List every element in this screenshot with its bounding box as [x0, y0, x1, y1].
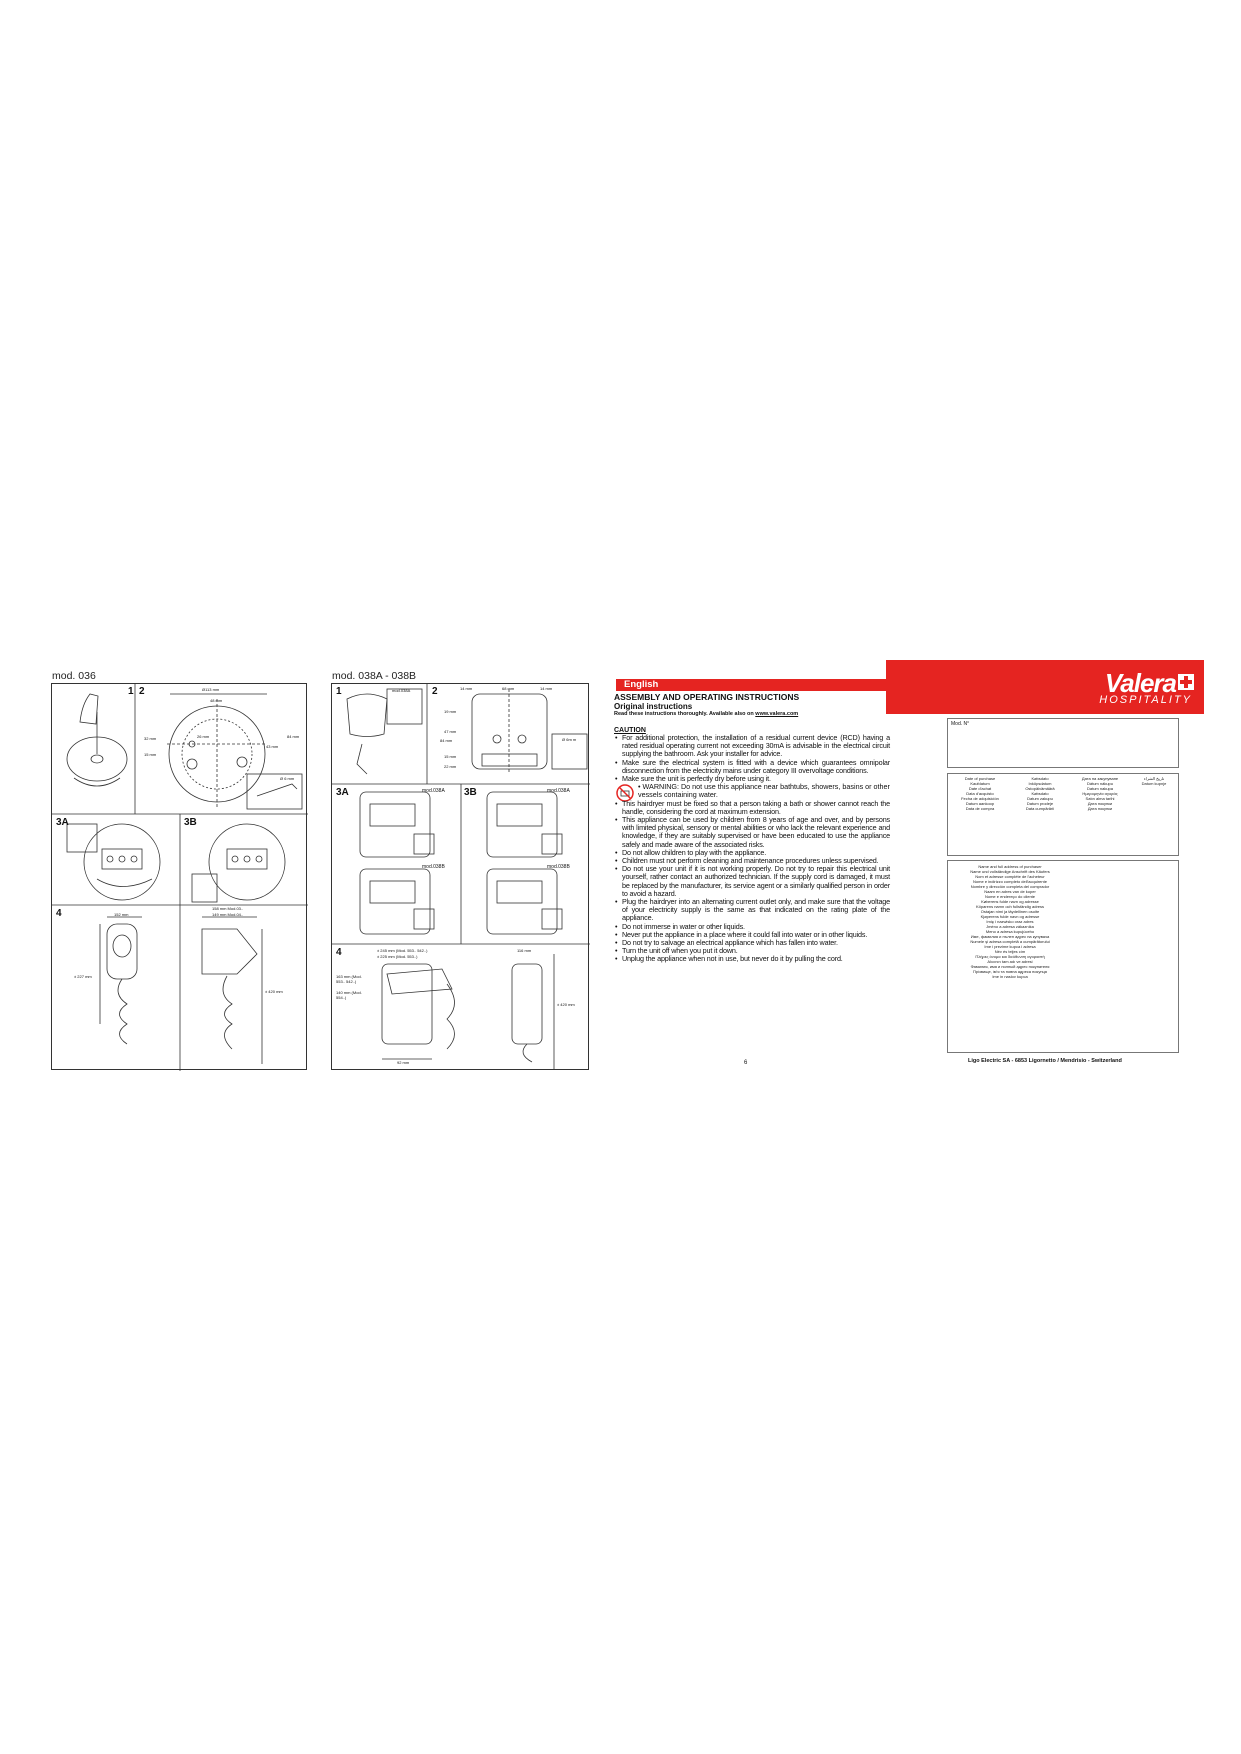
- form-label: Datum aankoop: [965, 801, 995, 806]
- list-item: • Do not use your unit if it is not working properly. Do not try to repair this electrical unit yourself, rather contact an authorized technician. If the supply cord is damaged, it must be replaced by the manufacturer, its service agent or a similarly qualified person in order to avoid a hazard.: [614, 865, 890, 898]
- form-label: Fecha de adquisición: [961, 796, 999, 801]
- valera-logo-text: Valera: [1104, 668, 1176, 698]
- page-title-mod036: mod. 036: [52, 670, 96, 682]
- mod038-fig1-label: 1: [336, 686, 342, 697]
- dim-label: ± 225 mm (Mod. 553..): [377, 954, 418, 959]
- mod036-fig3b-label: 3B: [184, 817, 197, 828]
- dim-label: 84 mm: [287, 734, 300, 739]
- address-labels: [950, 864, 1070, 979]
- dim-label: 15 mm: [444, 754, 457, 759]
- list-item: • Never put the appliance in a place where it could fall into water or in other liquids.: [614, 931, 890, 939]
- form-label: Naam en adres van de koper: [984, 889, 1036, 894]
- list-item: • This hairdryer must be fixed so that a person taking a bath or shower cannot reach the handle, considering the cord at maximum extension.: [614, 800, 890, 816]
- form-label: Købsdato: [1031, 791, 1049, 796]
- list-item: • Make sure the electrical system is fitted with a device which guarantees omnipolar disconnection from the electricity mains under category III overvoltage conditions.: [614, 759, 890, 775]
- dim-label: ± 420 mm: [557, 1002, 575, 1007]
- form-label: تاريخ الشراء: [1143, 776, 1165, 781]
- form-label: Прізвище, ім'я та повна адреса покупця: [973, 969, 1047, 974]
- dim-label: Ø 6 mm: [280, 776, 295, 781]
- mod036-fig3a-label: 3A: [56, 817, 69, 828]
- form-label: Data d'acquisto: [966, 791, 994, 796]
- form-label: Jméno a adresa zákazníka: [986, 924, 1034, 929]
- dim-label: 140 mm (Mod. 554..): [336, 990, 362, 1000]
- form-label: Numele şi adresa completă a cumpărătorului: [970, 939, 1050, 944]
- mod036-fig2-label: 2: [139, 686, 145, 697]
- date-labels-col3: [1070, 776, 1130, 811]
- form-label: Ime in naslov kupca: [992, 974, 1028, 979]
- dim-label: 84 mm: [440, 738, 453, 743]
- form-label: Alıcının tam adı ve adresi: [987, 959, 1033, 964]
- form-label: Дата на закупуване: [1081, 776, 1119, 781]
- dim-label: 32 mm: [144, 736, 157, 741]
- form-label: Name und vollständige Anschrift des Käufers: [970, 869, 1050, 874]
- instructions-heading: ASSEMBLY AND OPERATING INSTRUCTIONS: [614, 692, 800, 702]
- form-label: Име, фамилия и пълен адрес на купувача: [970, 934, 1050, 939]
- dim-label: 158 mm Mod.03..: [212, 906, 244, 911]
- list-item: • Do not immerse in water or other liquids.: [614, 923, 890, 931]
- language-tab-english: English: [616, 679, 886, 691]
- dim-label: 22 mm: [444, 764, 457, 769]
- model-number-label: Mod. N°: [951, 721, 970, 727]
- valera-banner: [886, 660, 1204, 714]
- dim-label: 68 mm: [502, 686, 515, 691]
- form-label: Köparens namn och fullständig adress: [975, 904, 1045, 909]
- dim-label: Ø 6m m: [562, 737, 577, 742]
- list-item: • This appliance can be used by children from 8 years of age and over, and by persons with limited physical, sensory or mental abilities or who lack the relevant experience and knowledge, if they are suitably supervised or have been educated to use the appliance safely and made aware of the associated risks.: [614, 816, 890, 849]
- form-label: Købsdato: [1031, 776, 1049, 781]
- dim-label: ± 420 mm: [265, 989, 283, 994]
- warning-text: WARNING: Do not use this appliance near bathtubs, showers, basins or other vessels containing water.: [638, 782, 890, 800]
- mod036-figure-panel: [51, 683, 307, 1070]
- page-number: 6: [744, 1060, 748, 1066]
- form-label: Kjøperens fulde navn og adresse: [980, 914, 1040, 919]
- form-label: Nome e indirizzo completo dell'acquirente: [973, 879, 1047, 884]
- dim-label: 14 mm: [460, 686, 473, 691]
- list-item: • Do not allow children to play with the appliance.: [614, 849, 890, 857]
- model-number-box[interactable]: [947, 718, 1179, 768]
- form-label: Дата покупки: [1087, 806, 1113, 811]
- form-label: Nom et adresse complète de l'acheteur: [975, 874, 1045, 879]
- form-label: Satın alma tarihi: [1085, 796, 1115, 801]
- mod038-fig2-label: 2: [432, 686, 438, 697]
- form-label: Name and full address of purchaser: [978, 864, 1042, 869]
- list-item: • Children must not perform cleaning and maintenance procedures unless supervised.: [614, 857, 890, 865]
- form-label: Datum nakupa: [1086, 786, 1113, 791]
- form-label: Név és teljes cím: [994, 949, 1026, 954]
- list-item: • For additional protection, the installation of a residual current device (RCD) having a rated residual operating current not exceeding 30mA is advisable in the electrical circuit supplying the bathroom. Ask your installer for advice.: [614, 734, 890, 759]
- form-label: Meno a adresa kupujúceho: [985, 929, 1035, 934]
- form-label: Kaufdatum: [970, 781, 990, 786]
- model-label: mod.038B: [422, 864, 445, 870]
- dim-label: 149 mm Mod.04..: [212, 912, 244, 917]
- dim-label: 116 mm: [517, 948, 532, 953]
- model-label: mod.038A: [547, 788, 570, 794]
- list-item: • Turn the unit off when you put it down.: [614, 947, 890, 955]
- dim-label: ± 227 mm: [74, 974, 92, 979]
- dim-label: 26 mm: [197, 734, 210, 739]
- dim-label: 48 mm: [210, 698, 223, 703]
- list-item: • Make sure the unit is perfectly dry before using it.: [614, 775, 890, 783]
- date-labels-col2: [1010, 776, 1070, 811]
- form-label: Ostajan nimi ja täydellinen osoite: [980, 909, 1040, 914]
- list-item: • Plug the hairdryer into an alternating current outlet only, and make sure that the voltage of your electricity supply is the same as that indicated on the rating plate of the appliance.: [614, 898, 890, 923]
- model-label: mod.038A: [392, 688, 411, 693]
- form-label: Ημερομηνία αγοράς: [1082, 791, 1118, 796]
- mod036-diagrams: [52, 684, 308, 1071]
- mod036-fig1-label: 1: [128, 686, 134, 697]
- form-label: Дата покупки: [1087, 801, 1113, 806]
- form-label: Ime i prezime kupca i adresa: [984, 944, 1036, 949]
- company-footer: Ligo Electric SA - 6853 Ligornetto / Mendrisio - Switzerland: [968, 1058, 1122, 1064]
- mod038-diagrams: [332, 684, 590, 1071]
- form-label: Datum kupnje: [1141, 781, 1167, 786]
- caution-heading: CAUTION: [614, 727, 646, 734]
- dim-label: 47 mm: [444, 729, 457, 734]
- dim-label: 14 mm: [540, 686, 553, 691]
- caution-list: [614, 734, 890, 783]
- mod038-fig4-label: 4: [336, 947, 342, 958]
- dim-label: 163 mm (Mod. 553.. 542..): [336, 974, 362, 984]
- dim-label: 152 mm: [114, 912, 129, 917]
- date-labels-col1: [950, 776, 1010, 811]
- english-instructions: [614, 692, 890, 964]
- swiss-cross-icon: [1178, 674, 1194, 690]
- form-label: Date d'achat: [968, 786, 992, 791]
- form-label: Datum prodeje: [1026, 801, 1054, 806]
- website-link[interactable]: www.valera.com: [755, 711, 799, 717]
- dim-label: 19 mm: [444, 709, 457, 714]
- form-label: Data de compra: [965, 806, 995, 811]
- form-label: Фамилия, имя и полный адрес покупателя: [970, 964, 1050, 969]
- dim-label: 92 mm: [397, 1060, 410, 1065]
- safety-list: [614, 800, 890, 964]
- model-label: mod.038A: [422, 788, 445, 794]
- model-label: mod.038B: [547, 864, 570, 870]
- form-label: Date of purchase: [964, 776, 996, 781]
- form-label: Køberens fulde navn og adresse: [981, 899, 1039, 904]
- mod036-fig4-label: 4: [56, 908, 62, 919]
- mod038-figure-panel: [331, 683, 589, 1070]
- dim-label: 15 mm: [144, 752, 157, 757]
- mod038-fig3a-label: 3A: [336, 787, 349, 798]
- form-label: Nombre y dirección completa del comprador: [970, 884, 1050, 889]
- list-item: • Do not try to salvage an electrical appliance which has fallen into water.: [614, 939, 890, 947]
- dim-label: Ø113 mm: [202, 687, 220, 692]
- purchaser-address-box[interactable]: [947, 860, 1179, 1053]
- instructions-subheading: Original instructions: [614, 702, 693, 711]
- purchase-date-box[interactable]: [947, 773, 1179, 856]
- warning-block: • WARNING: Do not use this appliance near bathtubs, showers, basins or other vessels containing water.: [614, 783, 890, 799]
- page-title-mod038: mod. 038A - 038B: [332, 670, 417, 682]
- form-label: Datum zakupu: [1027, 796, 1053, 801]
- read-note: Read these instructions thoroughly. Available also on www.valera.com: [614, 711, 799, 717]
- form-label: Data cumpărării: [1025, 806, 1055, 811]
- form-label: Ostopäivämäärä: [1025, 786, 1055, 791]
- valera-tagline: HOSPITALITY: [1099, 694, 1192, 706]
- form-label: Dátum nákupu: [1086, 781, 1113, 786]
- form-label: Imię i nazwisko oraz adres: [986, 919, 1034, 924]
- list-item: • Unplug the appliance when not in use, but never do it by pulling the cord.: [614, 955, 890, 963]
- dim-label: 43 mm: [266, 744, 279, 749]
- form-label: Nome e endereço do cliente: [984, 894, 1036, 899]
- form-label: Inköpsdatum: [1028, 781, 1052, 786]
- mod038-fig3b-label: 3B: [464, 787, 477, 798]
- form-label: Πλήρες όνομα και διεύθυνση αγοραστή: [975, 954, 1045, 959]
- dim-label: ± 245 mm (Mod. 553.. 542..): [377, 948, 428, 953]
- date-labels-col4: [1130, 776, 1178, 786]
